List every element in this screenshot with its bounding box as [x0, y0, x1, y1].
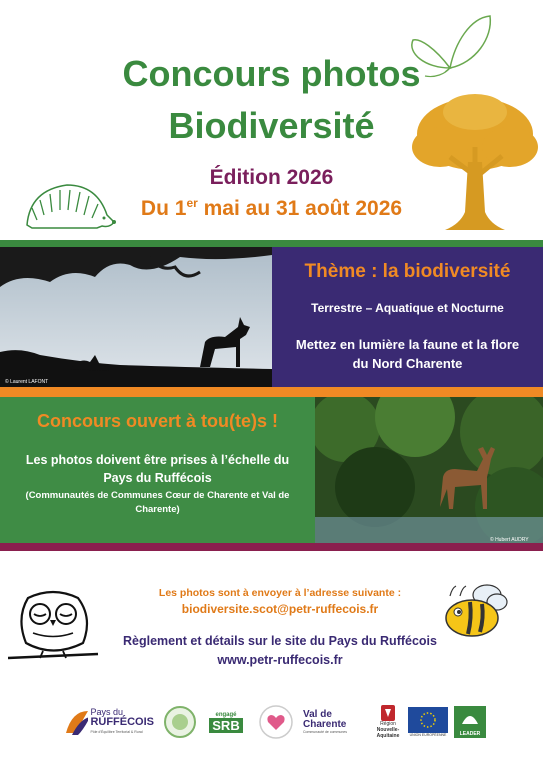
photo-roe-deer: [315, 397, 543, 543]
edition-label: Édition 2026: [209, 166, 334, 189]
logo-region-nouvelle-aquitaine: Région Nouvelle- Aquitaine: [370, 702, 406, 742]
open-panel: [0, 397, 315, 543]
divider-green: [0, 240, 543, 247]
photo2-credit: © Hubert AUDRY: [490, 537, 529, 543]
theme-panel: [272, 247, 543, 387]
butterfly-icon: [405, 8, 495, 80]
logo-srb: engagé SRB: [206, 702, 246, 742]
theme-line1: Terrestre – Aquatique et Nocturne: [311, 301, 504, 315]
owl-icon: [8, 588, 100, 670]
logo-circular-green: [160, 702, 200, 742]
title-line1: Concours photos: [122, 53, 421, 94]
logo-heart-circle: [256, 702, 296, 742]
website-link[interactable]: www.petr-ruffecois.fr: [217, 653, 343, 667]
title-line2: Biodiversité: [168, 105, 375, 146]
open-line2: (Communautés de Communes Cœur de Charente et Val de Charente): [25, 490, 290, 515]
divider-orange: [0, 387, 543, 397]
logo-pays-ruffecois: Pays du RUFFÉCOIS Pôle d'Équilibre Territorial & Rural: [62, 702, 154, 742]
theme-title: Thème : la biodiversité: [304, 261, 511, 282]
contact-intro: Les photos sont à envoyer à l’adresse suivante :: [158, 587, 402, 599]
contact-email[interactable]: biodiversite.scot@petr-ruffecois.fr: [181, 602, 379, 616]
logo-leader: LEADER: [452, 702, 488, 742]
open-title: Concours ouvert à tou(te)s !: [36, 411, 278, 431]
open-line1: Les photos doivent être prises à l’échelle du Pays du Ruffécois: [25, 453, 290, 485]
logo-union-europeenne: UNION EUROPÉENNE: [406, 702, 450, 742]
bee-icon: [442, 580, 512, 640]
photo1-credit: © Laurent LAFONT: [5, 379, 49, 385]
dates-label: Du 1er mai au 31 août 2026: [140, 196, 403, 220]
rules-label: Règlement et détails sur le site du Pays du Ruffécois: [123, 634, 437, 648]
theme-line2: Mettez en lumière la faune et la flore du Nord Charente: [295, 337, 520, 371]
photo-deer-silhouette: [0, 247, 272, 387]
logo-val-de-charente: Val de Charente Communauté de communes: [303, 709, 347, 734]
divider-maroon: [0, 543, 543, 551]
